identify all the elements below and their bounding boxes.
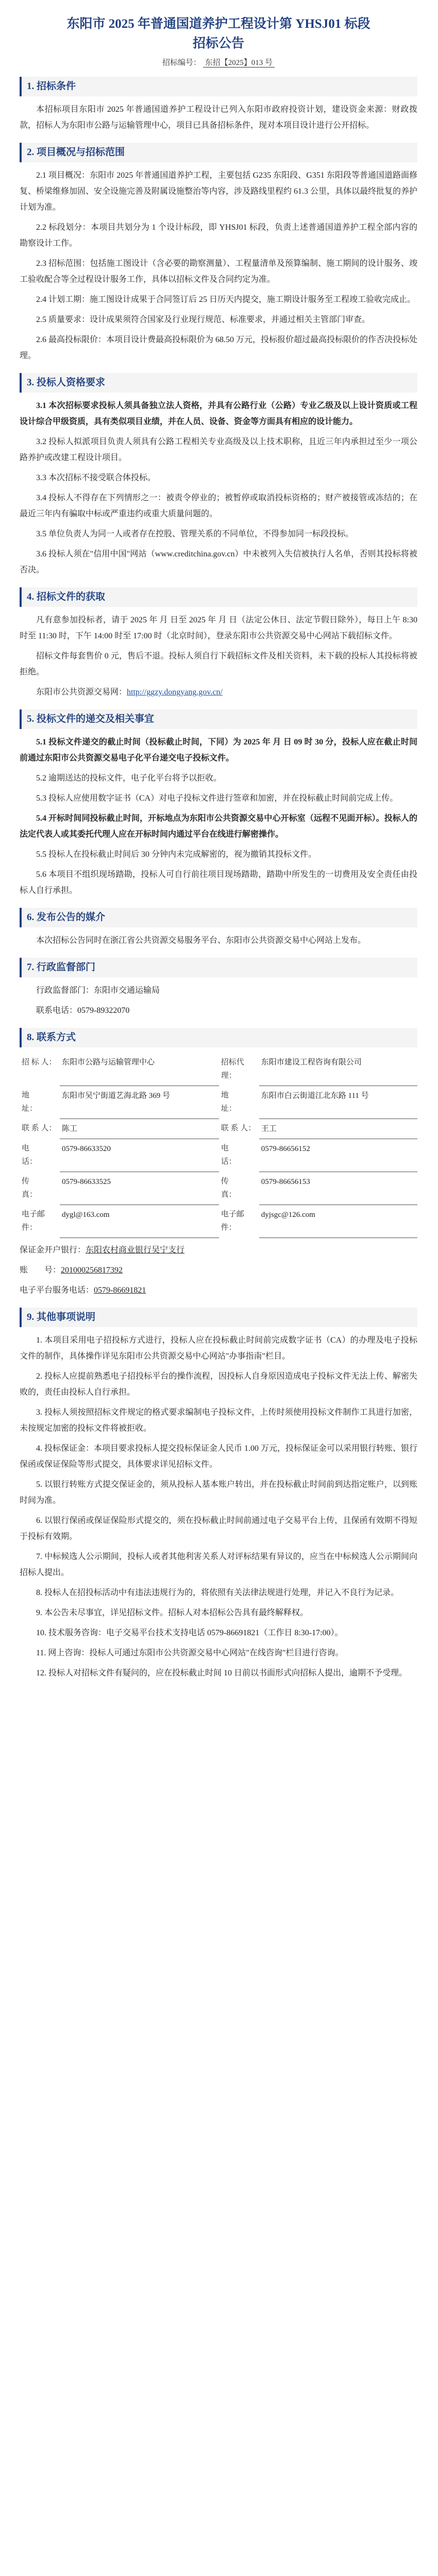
section-heading-1: 1. 招标条件 [20, 77, 417, 96]
paragraph: 本次招标公告同时在浙江省公共资源交易服务平台、东阳市公共资源交易中心网站上发布。 [36, 936, 366, 945]
section-heading-3: 3. 投标人资格要求 [20, 373, 417, 393]
contact-value: 0579-86633525 [60, 1172, 219, 1205]
paragraph: 5. 以银行转账方式提交保证金的，须从投标人基本账户转出，并在投标截止时间前到达指定账户，以到账时间为准。 [20, 1480, 417, 1505]
account-label: 账 号： [20, 1265, 61, 1275]
paragraph: 行政监督部门：东阳市交通运输局 [36, 986, 160, 995]
contact-label: 电 话： [221, 1144, 244, 1166]
paragraph: 7. 中标候选人公示期间，投标人或者其他利害关系人对评标结果有异议的，应当在中标候选人公示期间向招标人提出。 [20, 1552, 417, 1577]
contact-value: dygl@163.com [60, 1205, 219, 1238]
contact-label: 招标代理： [221, 1058, 244, 1080]
contact-label: 地 址： [22, 1091, 45, 1113]
paragraph: 11. 网上咨询：投标人可通过东阳市公共资源交易中心网站"在线咨询"栏目进行咨询。 [36, 1648, 344, 1657]
paragraph: 3.6 投标人须在"信用中国"网站（www.creditchina.gov.cn）中未被列入失信被执行人名单，否则其投标将被否决。 [20, 550, 417, 574]
paragraph: 8. 投标人在招投标活动中有违法违规行为的，将依照有关法律法规进行处理，并记入不良行为记录。 [36, 1588, 399, 1597]
contact-row [20, 1205, 417, 1238]
paragraph: 3.3 本次招标不接受联合体投标。 [36, 473, 156, 482]
paragraph: 招标文件每套售价 0 元，售后不退。投标人须自行下载招标文件及相关资料，未下载的投标人其投标将被拒绝。 [20, 652, 417, 676]
paragraph: 2.6 最高投标限价：本项目设计费最高投标限价为 68.50 万元，投标报价超过最高投标限价的作否决投标处理。 [20, 335, 418, 360]
paragraph: 3. 投标人须按照招标文件规定的格式要求编制电子投标文件，上传时须使用投标文件制作工具进行加密，未按规定加密的投标文件将被拒收。 [20, 1408, 417, 1433]
paragraph: 2.1 项目概况：东阳市 2025 年普通国道养护工程，主要包括 G235 东阳段、G351 东阳段等普通国道路面修复、桥梁维修加固、安全设施完善及附属设施整治等内容，涉及路线里程约 61.3 公里，具体以最终批复的养护计划为准。 [20, 171, 418, 212]
paragraph: 本招标项目东阳市 2025 年普通国道养护工程设计已列入东阳市政府投资计划，建设资金来源：财政拨款，招标人为东阳市公路与运输管理中心，项目已具备招标条件，现对本项目设计进行公开招标。 [20, 105, 417, 130]
contact-row [20, 1172, 417, 1205]
section-heading-8: 8. 联系方式 [20, 1028, 417, 1047]
bid-number [20, 57, 417, 67]
paragraph: 3.2 投标人拟派项目负责人须具有公路工程相关专业高级及以上技术职称，且近三年内承担过至少一项公路养护或改建工程设计项目。 [20, 437, 417, 462]
contact-label: 传 真： [221, 1177, 244, 1199]
platform-phone-value: 0579-86691821 [94, 1285, 146, 1295]
paragraph: 5.6 本项目不组织现场踏勘，投标人可自行前往项目现场踏勘，踏勘中所发生的一切费用及安全责任由投标人自行承担。 [20, 870, 417, 895]
section-heading-6: 6. 发布公告的媒介 [20, 908, 417, 927]
contact-label: 招 标 人： [22, 1058, 57, 1066]
paragraph [20, 684, 417, 700]
paragraph: 12. 投标人对招标文件有疑问的，应在投标截止时间 10 日前以书面形式向招标人提出，逾期不予受理。 [36, 1668, 408, 1677]
contact-row [20, 1086, 417, 1118]
paragraph: 2.3 招标范围：包括施工图设计（含必要的勘察测量）、工程量清单及预算编制、施工期间的设计服务、竣工验收配合等全过程设计服务工作，具体以招标文件及合同约定为准。 [20, 259, 417, 284]
contact-row [20, 1139, 417, 1172]
contact-value: 东阳市吴宁街道艺海北路 369 号 [60, 1086, 219, 1118]
paragraph: 5.4 开标时间同投标截止时间，开标地点为东阳市公共资源交易中心开标室（远程不见面开标）。投标人的法定代表人或其委托代理人应在开标时间内通过平台在线进行解密操作。 [20, 814, 417, 839]
bank-label: 保证金开户银行： [20, 1245, 86, 1255]
announcement-document [20, 14, 417, 1685]
paragraph: 9. 本公告未尽事宜，详见招标文件。招标人对本招标公告具有最终解释权。 [36, 1608, 309, 1617]
paragraph: 2.4 计划工期：施工图设计成果于合同签订后 25 日历天内提交，施工期设计服务至工程竣工验收完成止。 [36, 295, 416, 304]
contact-label: 电 话： [22, 1144, 45, 1166]
bid-number-label: 招标编号： [162, 59, 201, 67]
account-value: 201000256817392 [61, 1265, 123, 1275]
section-heading-2: 2. 项目概况与招标范围 [20, 143, 417, 162]
section-heading-7: 7. 行政监督部门 [20, 958, 417, 977]
contact-value: 东阳市白云街道江北东路 111 号 [259, 1086, 417, 1118]
paragraph: 6. 以银行保函或保证保险形式提交的，须在投标截止时间前通过电子交易平台上传，且保函有效期不得短于投标有效期。 [20, 1516, 417, 1541]
paragraph: 4. 投标保证金：本项目要求投标人提交投标保证金人民币 1.00 万元，投标保证金可以采用银行转账、银行保函或保证保险等形式提交，具体要求详见招标文件。 [20, 1444, 418, 1469]
account-line [20, 1262, 417, 1278]
paragraph: 5.1 投标文件递交的截止时间（投标截止时间，下同）为 2025 年 月 日 09 时 30 分，投标人应在截止时间前通过东阳市公共资源交易电子化平台递交电子投标文件。 [20, 738, 417, 762]
paragraph: 5.2 逾期送达的投标文件，电子化平台将予以拒收。 [36, 774, 222, 783]
paragraph: 2. 投标人应提前熟悉电子招投标平台的操作流程，因投标人自身原因造成电子投标文件无法上传、解密失败的，责任由投标人自行承担。 [20, 1371, 417, 1397]
contact-value: 王工 [259, 1118, 417, 1139]
contact-label: 联 系 人： [22, 1124, 57, 1132]
contact-value: dyjsgc@126.com [259, 1205, 417, 1238]
contact-value: 东阳市建设工程咨询有限公司 [259, 1053, 417, 1086]
platform-phone-line [20, 1282, 417, 1298]
contact-value: 陈工 [60, 1118, 219, 1139]
paragraph: 3.4 投标人不得存在下列情形之一：被责令停业的；被暂停或取消投标资格的；财产被接管或冻结的；在最近三年内有骗取中标或严重违约或重大质量问题的。 [20, 494, 417, 518]
document-subtitle: 招标公告 [192, 37, 244, 50]
contact-row [20, 1118, 417, 1139]
bid-number-value: 东招【2025】013 号 [203, 59, 275, 67]
contact-value: 0579-86656153 [259, 1172, 417, 1205]
paragraph: 1. 本项目采用电子招投标方式进行，投标人应在投标截止时间前完成数字证书（CA）的办理及电子投标文件的制作，具体操作详见东阳市公共资源交易中心网站"办事指南"栏目。 [20, 1335, 417, 1361]
contact-value: 东阳市公路与运输管理中心 [60, 1053, 219, 1086]
paragraph: 2.2 标段划分：本项目共划分为 1 个设计标段，即 YHSJ01 标段，负责上述普通国道养护工程全部内容的勘察设计工作。 [20, 223, 417, 248]
contact-label: 电子邮件： [22, 1210, 45, 1232]
contact-label: 地 址： [221, 1091, 244, 1113]
platform-phone-label: 电子平台服务电话： [20, 1285, 94, 1295]
section-heading-9: 9. 其他事项说明 [20, 1308, 417, 1327]
paragraph: 3.1 本次招标要求投标人须具备独立法人资格，并具有公路行业（公路）专业乙级及以上设计资质或工程设计综合甲级资质，具有类似项目业绩，并在人员、设备、资金等方面具有相应的设计能力。 [20, 401, 417, 426]
contact-label: 传 真： [22, 1177, 45, 1199]
platform-link[interactable]: http://ggzy.dongyang.gov.cn/ [127, 688, 223, 697]
link-label: 东阳市公共资源交易网： [36, 688, 127, 697]
contact-row [20, 1053, 417, 1086]
bank-value: 东阳农村商业银行吴宁支行 [86, 1245, 185, 1255]
paragraph: 3.5 单位负责人为同一人或者存在控股、管理关系的不同单位，不得参加同一标段投标。 [36, 530, 354, 538]
section-heading-4: 4. 招标文件的获取 [20, 587, 417, 607]
contact-value: 0579-86656152 [259, 1139, 417, 1172]
section-heading-5: 5. 投标文件的递交及相关事宜 [20, 709, 417, 729]
contact-value: 0579-86633520 [60, 1139, 219, 1172]
paragraph: 5.5 投标人在投标截止时间后 30 分钟内未完成解密的，视为撤销其投标文件。 [36, 850, 317, 859]
paragraph: 凡有意参加投标者，请于 2025 年 月 日至 2025 年 月 日（法定公休日、法定节假日除外），每日上午 8:30 时至 11:30 时，下午 14:00 时至 17:00 时（北京时间），登录东阳市公共资源交易中心网站下载招标文件。 [20, 616, 417, 640]
contact-table [20, 1053, 417, 1238]
contact-label: 电子邮件： [221, 1210, 244, 1232]
contact-label: 联 系 人： [221, 1124, 256, 1132]
paragraph: 2.5 质量要求：设计成果须符合国家及行业现行规范、标准要求，并通过相关主管部门审查。 [36, 315, 370, 324]
paragraph: 5.3 投标人应使用数字证书（CA）对电子投标文件进行签章和加密，并在投标截止时间前完成上传。 [36, 794, 398, 803]
paragraph: 联系电话：0579-89322070 [36, 1006, 130, 1015]
document-title: 东阳市 2025 年普通国道养护工程设计第 YHSJ01 标段 [66, 17, 370, 31]
paragraph: 10. 技术服务咨询：电子交易平台技术支持电话 0579-86691821（工作日 8:30-17:00）。 [36, 1628, 343, 1637]
bank-line [20, 1242, 417, 1258]
